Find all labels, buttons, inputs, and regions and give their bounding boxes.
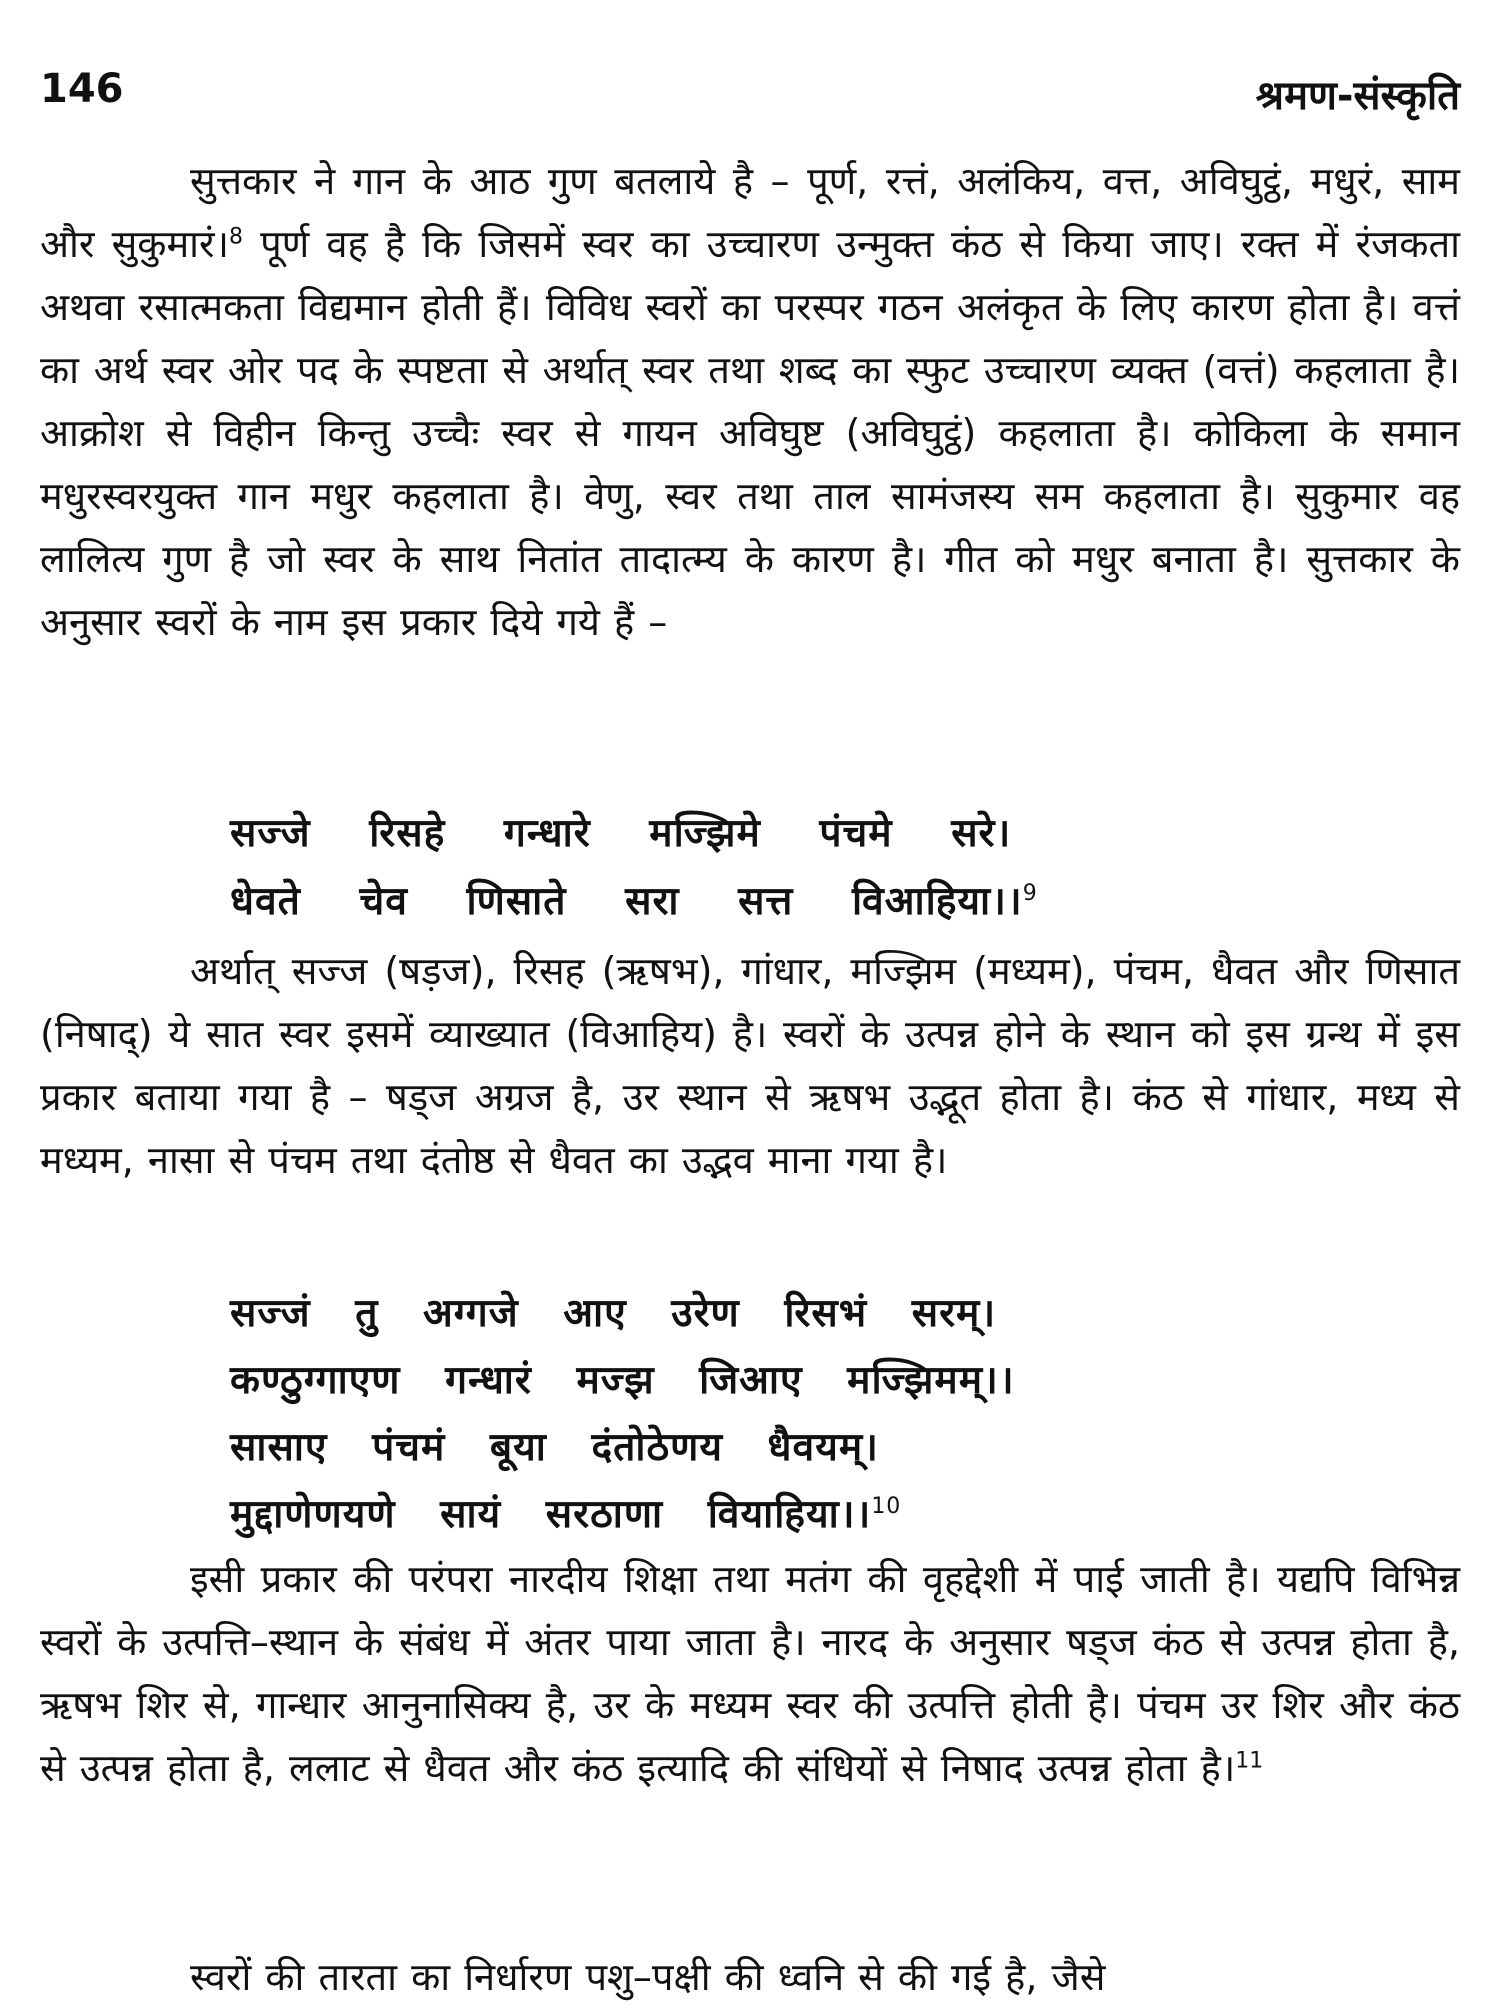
- footnote-ref: 8: [228, 224, 243, 250]
- verse-line: सासाए पंचमं बूया दंतोठेणय धैवयम्।: [230, 1425, 879, 1470]
- paragraph-text: अर्थात् सज्ज (षड़ज), रिसह (ऋषभ), गांधार, मज्झिम (मध्यम), पंचम, धैवत और णिसात (निषाद्) ये सात स्वर इसमें व्याख्यात (विआहिय) है। स्वरों के उत्पन्न होने के स्थान को इस ग्रन्थ में इस प्रकार बताया गया है – षड्ज अग्रज है, उर स्थान से ऋषभ उद्भूत होता है। कंठ से गांधार, मध्य से मध्यम, नासा से पंचम तथा दंतोष्ठ से धैवत का उद्भव माना गया है।: [40, 949, 1460, 1182]
- paragraph-gaan-gun: [40, 150, 1460, 654]
- verse-line-text: धेवते चेव णिसाते सरा सत्त विआहिया।।: [230, 879, 1023, 924]
- paragraph-swar-explanation: [40, 940, 1460, 1192]
- verse-swar-sthan: [230, 1280, 1015, 1548]
- verse-swar-names: [230, 800, 1038, 936]
- verse-line-with-ref: [230, 868, 1038, 936]
- verse-line-text: मुद्दाणेणयणे सायं सरठाणा वियाहिया।।: [230, 1492, 872, 1537]
- page-header: [40, 66, 1460, 126]
- paragraph-narad-shiksha: [40, 1548, 1460, 1800]
- paragraph-text-continued: पूर्ण वह है कि जिसमें स्वर का उच्चारण उन्मुक्त कंठ से किया जाए। रक्त में रंजकता अथवा रसात्मकता विद्यमान होती हैं। विविध स्वरों का परस्पर गठन अलंकृत के लिए कारण होता है। वत्तं का अर्थ स्वर ओर पद के स्पष्टता से अर्थात् स्वर तथा शब्द का स्फुट उच्चारण व्यक्त (वत्तं) कहलाता है। आक्रोश से विहीन किन्तु उच्चैः स्वर से गायन अविघुष्ट (अविघुट्ठं) कहलाता है। कोकिला के समान मधुरस्वरयुक्त गान मधुर कहलाता है। वेणु, स्वर तथा ताल सामंजस्य सम कहलाता है। सुकुमार वह लालित्य गुण है जो स्वर के साथ नितांत तादात्म्य के कारण है। गीत को मधुर बनाता है। सुत्तकार के अनुसार स्वरों के नाम इस प्रकार दिये गये हैं –: [40, 222, 1460, 644]
- page-number: 146: [40, 66, 124, 112]
- verse-line: कण्ठुग्गाएण गन्धारं मज्झ जिआए मज्झिमम्।।: [230, 1358, 1015, 1403]
- running-title: श्रमण-संस्कृति: [1255, 73, 1460, 119]
- footnote-ref: 9: [1022, 881, 1038, 906]
- paragraph-text: इसी प्रकार की परंपरा नारदीय शिक्षा तथा मतंग की वृहद्देशी में पाई जाती है। यद्यपि विभिन्न स्वरों के उत्पत्ति–स्थान के संबंध में अंतर पाया जाता है। नारद के अनुसार षड्ज कंठ से उत्पन्न होता है, ऋषभ शिर से, गान्धार आनुनासिक्य है, उर के मध्यम स्वर की उत्पत्ति होती है। पंचम उर शिर और कंठ से उत्पन्न होता है, ललाट से धैवत और कंठ इत्यादि की संधियों से निषाद उत्पन्न होता है।: [40, 1557, 1460, 1790]
- verse-line: सज्जे रिसहे गन्धारे मज्झिमे पंचमे सरे।: [230, 811, 1012, 856]
- paragraph-text: स्वरों की तारता का निर्धारण पशु–पक्षी की ध्वनि से की गई है, जैसे: [190, 1955, 1106, 1999]
- verse-line: सज्जं तु अग्गजे आए उरेण रिसभं सरम्।: [230, 1291, 997, 1336]
- paragraph-text: सुत्तकार ने गान के आठ गुण बतलाये है – पूर्ण, रत्तं, अलंकिय, वत्त, अविघुट्ठं, मधुरं, साम और सुकुमारं।: [40, 159, 1460, 266]
- verse-line-with-ref: [230, 1481, 1015, 1548]
- footnote-ref: 11: [1235, 1748, 1264, 1774]
- footnote-ref: 10: [871, 1494, 902, 1519]
